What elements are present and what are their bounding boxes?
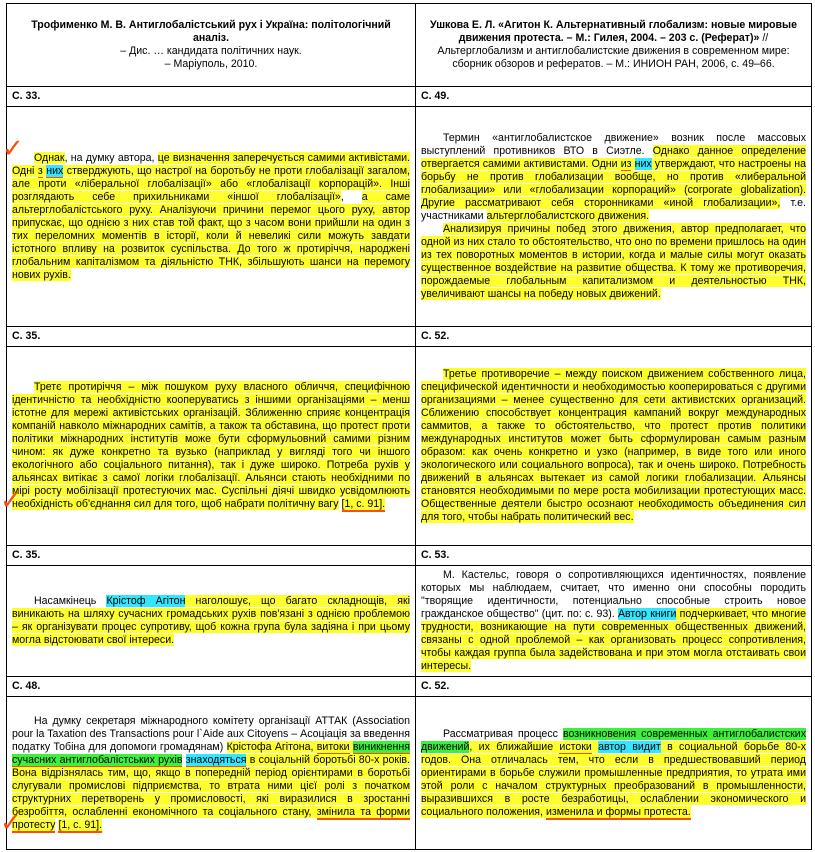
underlined-text: изменила и формы протеста.	[545, 805, 691, 818]
highlight: в соціальній боротьбі 80-х років. Вона відрізнялась тим, що, якщо в попередній період орієнтирами в боротьбі слугували промислові підприємства, то втрата ними цієї ролі з початком структурних перетворень у промисловості, які виразилися в зростанні безробіття, ослабленні економічного та соціального стану,	[12, 753, 410, 818]
cyan-highlight: автор видит	[598, 740, 661, 753]
highlight: утверждают, что настроены на борьбу не против глобализации вообще, но против «либеральной глобализации» или «глобализации корпораций» (corporate globalization). Другие рассматривают себя сторонниками «иной глобализации»,	[421, 158, 806, 209]
left-page-ref: С. 35.	[7, 546, 416, 566]
highlight: Крістофа Агітона,	[226, 740, 317, 753]
highlight: Однако данное определение отвергается самими активистами. Одни	[421, 145, 807, 170]
checkmark-icon: ✓	[2, 134, 24, 164]
left-source-header	[7, 4, 416, 87]
comparison-table	[6, 3, 812, 850]
underlined-text: истоки	[559, 740, 592, 753]
highlight: Третье противоречие – между поиском движением собственного лица, специфической идентичности и необходимостью кооперироваться с другими организациями – менее существенно для сети активистских организаций. Сближению способствует концентрация кампаний вокруг международных саммитов, а также то обстоятельство, что протест против политики международных институтов может быть сформулирован самым разным образом: как очень конкретно и узко (например, в виде того или иного экологического или социального вопроса), так и очень широко. Потребность движений в альянсах вытекает из самой логики глобализации. Альянсы становятся необходимыми по мере роста мобилизации протестующих масс. Общественные деятели быстро осознают необходимость объединения сил для того, чтобы набрать политический вес.	[421, 368, 806, 523]
right-source-header	[416, 4, 812, 87]
highlight: стверджують, що настрої на боротьбу не проти глобалізації загалом, але проти «ліберальної глобалізації» або «глобалізації корпорацій». Інші розглядають себе прихильниками «іншої глобалізації»	[12, 164, 411, 203]
highlight: подчеркивает, что многие трудности, возникающие на пути современных общественных движений, связаны с одной проблемой – как организовать процесс сопротивления, чтобы каждая группа была задействована и при этом могла отстаивать свои интересы.	[421, 608, 806, 672]
left-passage	[7, 347, 416, 546]
citation: [1, с. 91].	[58, 818, 103, 831]
page-ref-row	[7, 677, 812, 697]
cyan-highlight: Крістоф Агітон	[106, 595, 186, 607]
left-page-ref: С. 35.	[7, 327, 416, 347]
right-passage: М. Кастельс, говоря о сопротивляющихся идентичностях, появление которых мы наблюдаем, считает, что именно они способны породить "творящие идентичности, потенциально способные строить новое гражданское общество" (цит. по: с. 93). Автор книги подчеркивает, что многие трудности, возникающие на пути современных общественных движений, связаны с одной проблемой – как организовать процесс сопротивления, чтобы каждая группа была задействована и при этом могла отстаивать свои интересы.	[416, 566, 812, 677]
left-passage: Однак, на думку автора, це визначення заперечується самими активістами. Одні з них стверджують, що настрої на боротьбу не проти глобалізації загалом, але проти «ліберальної глобалізації» або «глобалізації корпорацій». Інші розглядають себе прихильниками «іншої глобалізації», а саме альтерглобалістського руху. Аналізуючи причини перемог цього руху, автор припускає, що однією з них став той факт, що з часом вони прийшли на один з тих переломних моментів в історії, коли й невеликі сили можуть завдати істотного впливу на розвиток суспільства. До того ж протиріччя, народжені глобальним капіталізмом та діяльністю ТНК, збільшують шанси на перемогу нових рухів.	[7, 107, 416, 327]
green-highlight: виникнення сучасних антиглобалістських рухів	[12, 740, 410, 766]
underlined-text: из	[620, 158, 632, 170]
cyan-highlight: знаходяться	[185, 753, 247, 766]
checkmark-icon: ✓	[0, 486, 22, 516]
right-source-details: // Альтерглобализм и антиглобалистские движения в современном мире: сборник обзоров и рефератов. – М.: ИНИОН РАН, 2006, с. 49–66.	[437, 32, 790, 70]
right-passage	[416, 347, 812, 546]
right-passage: Рассматривая процесс возникновения современных антиглобалистских движений, их ближайшие истоки автор видит в социальной борьбе 80-х годов. Она отличалась тем, что если в предшествовавший период ориентирами в борьбе служили промышленные предприятия, то утрата ими этой роли с началом структурных преобразований в промышленности, выразившихся в росте безработицы, ослаблении экономического и социального положения, изменила и формы протеста.	[416, 697, 812, 850]
text-row	[7, 566, 812, 677]
header-row	[7, 4, 812, 87]
highlight: Однак	[34, 151, 65, 164]
right-passage: Термин «антиглобалистское движение» возник после массовых выступлений противников ВТО в Сиэтле. Однако данное определение отвергается самими активистами. Одни из них утверждают, что настроены на борьбу не против глобализации вообще, но против «либеральной глобализации» или «глобализации корпораций» (corporate globalization). Другие рассматривают себя сторонниками «иной глобализации», т.е. участниками альтерглобалистского движения. Анализируя причины побед этого движения, автор предполагает, что одной из них стало то обстоятельство, что оно по времени пришлось на один из тех поворотных моментов в истории, когда и малые силы могут оказать существенное воздействие на развитие общества. К тому же противоречия, порождаемые глобальным капитализмом и деятельностью ТНК, увеличивают шансы на победу новых движений.	[416, 107, 812, 327]
right-page-ref: С. 52.	[416, 327, 812, 347]
text-row	[7, 697, 812, 850]
left-page-ref: С. 33.	[7, 87, 416, 107]
page-ref-row	[7, 87, 812, 107]
underlined-text: з	[37, 164, 43, 177]
highlight: альтерглобалистского движения.	[486, 210, 650, 222]
right-page-ref: С. 53.	[416, 546, 812, 566]
checkmark-icon: ✓	[0, 808, 22, 838]
right-source-title: Ушкова Е. Л. «Агитон К. Альтернативный глобализм: новые мировые движения протеста. – М.: Гилея, 2004. – 203 с. (Реферат)»	[430, 19, 797, 44]
highlight: наголошує, що багато складнощів, які виникають на шляху сучасних громадських рухів пов'язані з однією проблемою – як організувати процес супротиву, щоб кожна група була задіяна і при цьому могла відстоювати свої інтереси.	[12, 595, 410, 646]
highlight: Анализируя причины побед этого движения, автор предполагает, что одной из них стало то обстоятельство, что оно по времени пришлось на один из тех поворотных моментов в истории, когда и малые силы могут оказать существенное воздействие на развитие общества. К тому же противоречия, порождаемые глобальным капитализмом и деятельностью ТНК, увеличивают шансы на победу новых движений.	[421, 223, 806, 300]
underlined-text: змінила та форми протесту	[12, 805, 411, 831]
text-row	[7, 107, 812, 327]
highlight: Третє протиріччя – між пошуком руху власного обличчя, специфічною ідентичністю та необхідністю кооперуватись з іншими організаціями – менш істотне для мережі активістських організацій. Зближенню сприяє концентрація компаній навколо міжнародних самітів, а також та обставина, що протест проти політики міжнародних інститутів може бути сформульовний самими різним чином: як дуже конкретно та вузько (наприклад у вигляді того чи іншого екологічного або соціального питання), так і дуже широко. Потреба рухів у альянсах витікає з самої логіки глобалізації. Альянси стають необхідними по мірі росту мобілізації протестуючих мас. Суспільні діячі швидко усвідомлюють необхідність об'єднання сил для того, щоб набрати політичну вагу	[12, 381, 410, 510]
left-page-ref: С. 48.	[7, 677, 416, 697]
highlight: в социальной борьбе 80-х годов.	[421, 740, 807, 766]
cyan-highlight: них	[634, 158, 652, 170]
left-source-title: Трофименко М. В. Антиглобалістський рух і Україна: політологічний аналіз.	[31, 19, 391, 44]
cyan-highlight: них	[46, 164, 64, 177]
right-page-ref: С. 52.	[416, 677, 812, 697]
citation: [1, с. 91].	[341, 498, 386, 510]
highlight: а саме альтерглобалістського руху. Аналізуючи причини перемог цього руху, автор припускає, що однією з них став той факт, що з часом вони прийшли на один з тих переломних моментів в історії, коли й невеликі сили можуть завдати істотного впливу на розвиток суспільства. До того ж протиріччя, народжені глобальним капіталізмом та діяльністю ТНК, збільшують шанси на перемогу нових рухів.	[12, 190, 410, 281]
text-row	[7, 347, 812, 546]
left-source-place: – Маріуполь, 2010.	[164, 58, 258, 70]
right-page-ref: С. 49.	[416, 87, 812, 107]
highlight: це визначення заперечується самими активістами. Одні	[12, 151, 410, 177]
green-highlight: возникновения современных антиглобалистских движений	[421, 727, 806, 753]
page-ref-row	[7, 327, 812, 347]
page-ref-row	[7, 546, 812, 566]
left-passage: На думку секретаря міжнародного комітету організації АТТАК (Association pour la Taxation des Transactions pour l`Aide aux Citoyens – Асоціація за введення податку Тобіна для допомоги громадянам) Крістофа Агітона, витоки виникнення сучасних антиглобалістських рухів знаходяться в соціальній боротьбі 80-х років. Вона відрізнялась тим, що, якщо в попередній період орієнтирами в боротьбі слугували промислові підприємства, то втрата ними цієї ролі з початком структурних перетворень у промисловості, які виразилися в зростанні безробіття, ослабленні економічного та соціального стану, змінила та форми протесту [1, с. 91].	[7, 697, 416, 850]
underlined-text: витоки	[316, 740, 350, 753]
cyan-highlight: Автор книги	[617, 608, 677, 620]
left-source-degree: – Дис. … кандидата політичних наук.	[120, 45, 302, 57]
highlight: Она отличалась тем, что если в предшествовавший период ориентирами в борьбе служили промышленные предприятия, то утрата ими этой роли с началом структурных преобразований в промышленности, выразившихся в росте безработицы, ослаблении экономического и социального положения,	[421, 753, 806, 818]
left-passage: Насамкінець Крістоф Агітон наголошує, що багато складнощів, які виникають на шляху сучасних громадських рухів пов'язані з однією проблемою – як організувати процес супротиву, щоб кожна група була задіяна і при цьому могла відстоювати свої інтереси.	[7, 566, 416, 677]
